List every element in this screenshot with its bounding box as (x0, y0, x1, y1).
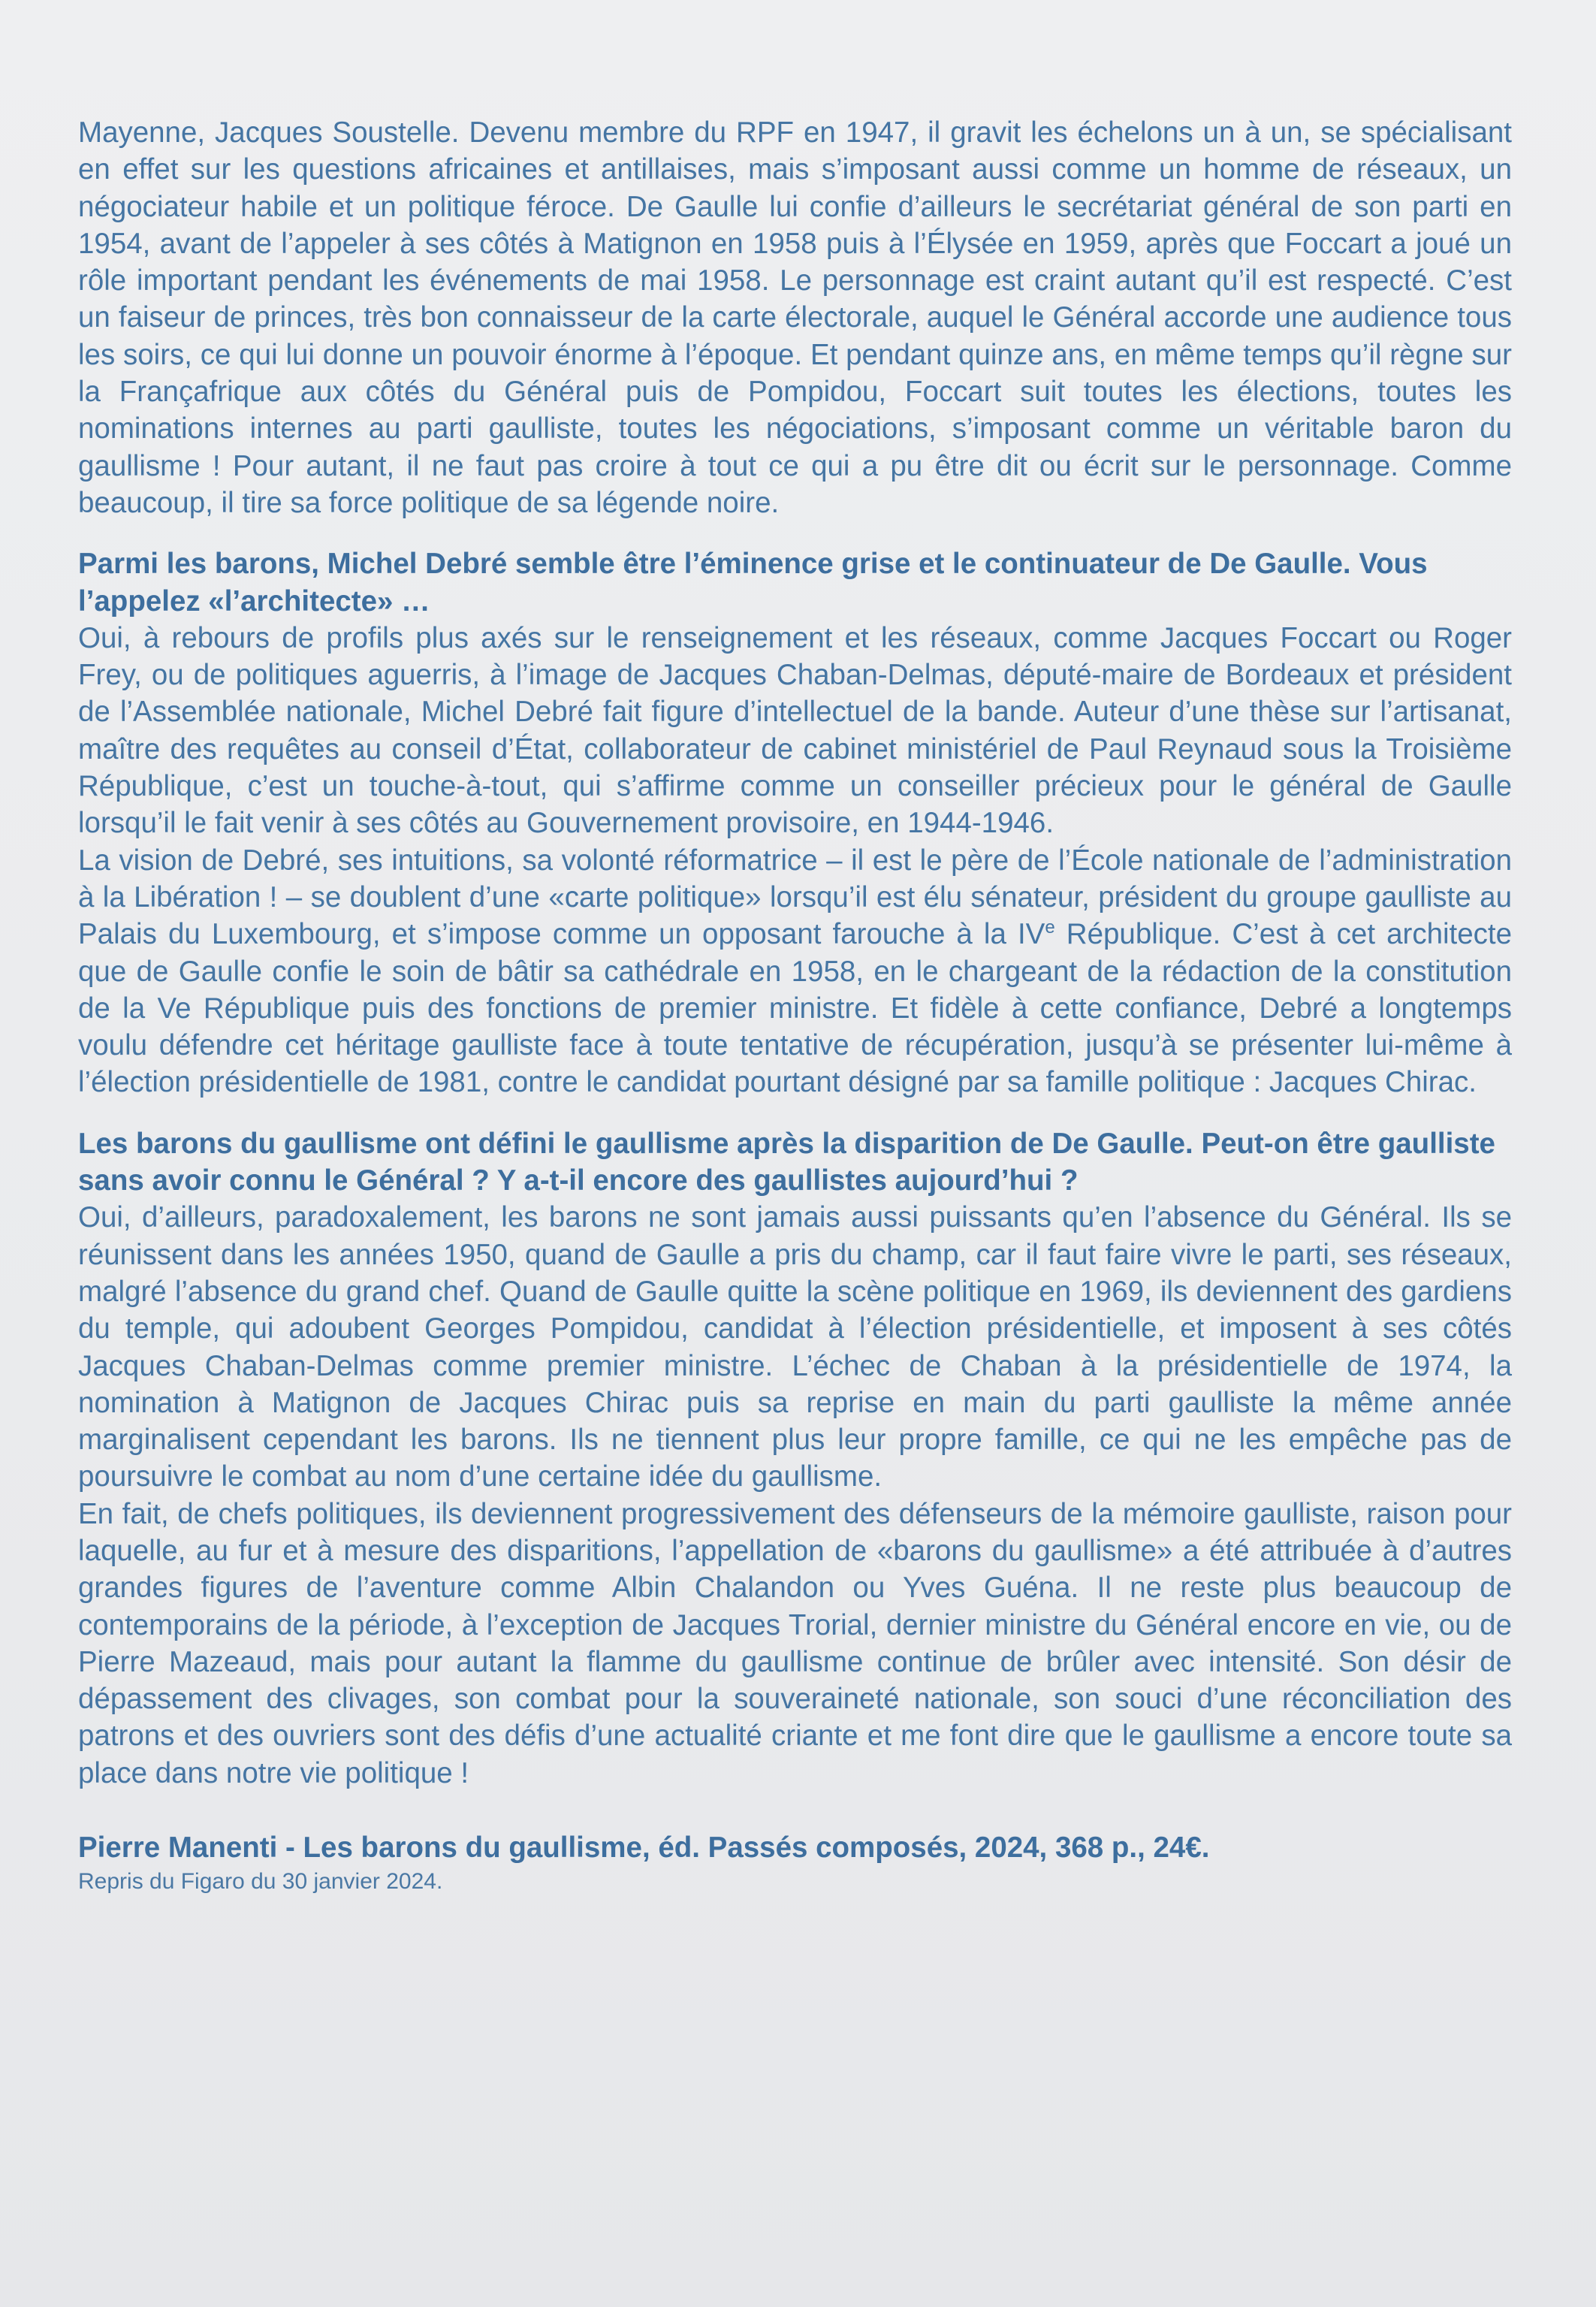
paragraph-foccart: Mayenne, Jacques Soustelle. Devenu membre du RPF en 1947, il gravit les échelons un à un, se spécialisant en effet sur les questions africaines et antillaises, mais s’imposant aussi comme un homme de réseaux, un négociateur habile et un politique féroce. De Gaulle lui confie d’ailleurs le secrétariat général de son parti en 1954, avant de l’appeler à ses côtés à Matignon en 1958 puis à l’Élysée en 1959, après que Foccart a joué un rôle important pendant les événements de mai 1958. Le personnage est craint autant qu’il est respecté. C’est un faiseur de princes, très bon connaisseur de la carte électorale, auquel le Général accorde une audience tous les soirs, ce qui lui donne un pouvoir énorme à l’époque. Et pendant quinze ans, en même temps qu’il règne sur la Françafrique aux côtés du Général puis de Pompidou, Foccart suit toutes les élections, toutes les nominations internes au parti gaulliste, toutes les négociations, s’imposant comme un véritable baron du gaullisme ! Pour autant, il ne faut pas croire à tout ce qui a pu être dit ou écrit sur le personnage. Comme beaucoup, il tire sa force politique de sa légende noire. (78, 116, 1512, 519)
paragraph-debre-vision-text-1: La vision de Debré, ses intuitions, sa volonté réformatrice – il est le père de l’École nationale de l’administration à la Libération ! – se doublent d’une «carte politique» lorsqu’il est élu sénateur, président du groupe gaulliste au Palais du Luxembourg, et s’impose comme un opposant farouche à la IV (78, 844, 1512, 951)
question-gaullisme-today: Les barons du gaullisme ont défini le gaullisme après la disparition de De Gaulle. Peut-on être gaulliste sans avoir connu le Général ? Y a-t-il encore des gaullistes aujourd’hui ? (78, 1127, 1495, 1197)
superscript-e: e (1045, 917, 1055, 938)
paragraph-debre-profile: Oui, à rebours de profils plus axés sur le renseignement et les réseaux, comme Jacques Foccart ou Roger Frey, ou de politiques aguerris, à l’image de Jacques Chaban-Delmas, député-maire de Bordeaux et président de l’Assemblée nationale, Michel Debré fait figure d’intellectuel de la bande. Auteur d’une thèse sur l’artisanat, maître des requêtes au conseil d’État, collaborateur de cabinet ministériel de Paul Reynaud sous la Troisième République, c’est un touche-à-tout, qui s’affirme comme un conseiller précieux pour le général de Gaulle lorsqu’il le fait venir à ses côtés au Gouvernement provisoire, en 1944-1946. (78, 621, 1512, 840)
question-debre: Parmi les barons, Michel Debré semble être l’éminence grise et le continuateur de De Gaulle. Vous l’appelez «l’architecte» … (78, 548, 1428, 618)
paragraph-barons-power: Oui, d’ailleurs, paradoxalement, les barons ne sont jamais aussi puissants qu’en l’absence du Général. Ils se réunissent dans les années 1950, quand de Gaulle a pris du champ, car il faut faire vivre le parti, ses réseaux, malgré l’absence du grand chef. Quand de Gaulle quitte la scène politique en 1969, ils deviennent des gardiens du temple, qui adoubent Georges Pompidou, candidat à l’élection présidentielle, et imposent à ses côtés Jacques Chaban-Delmas comme premier ministre. L’échec de Chaban à la présidentielle de 1974, la nomination à Matignon de Jacques Chirac puis sa reprise en main du parti gaulliste la même année marginalisent cependant les barons. Ils ne tiennent plus leur propre famille, ce qui ne les empêche pas de poursuivre le combat au nom d’une certaine idée du gaullisme. (78, 1201, 1512, 1493)
paragraph-debre-vision (78, 842, 1512, 1101)
paragraph-barons-memory: En fait, de chefs politiques, ils deviennent progressivement des défenseurs de la mémoire gaulliste, raison pour laquelle, au fur et à mesure des disparitions, l’appellation de «barons du gaullisme» a été attribuée à d’autres grandes figures de l’aventure comme Albin Chalandon ou Yves Guéna. Il ne reste plus beaucoup de contemporains de la période, à l’exception de Jacques Trorial, dernier ministre du Général encore en vie, ou de Pierre Mazeaud, mais pour autant la flamme du gaullisme continue de brûler avec intensité. Son désir de dépassement des clivages, son combat pour la souveraineté nationale, son souci d’une réconciliation des patrons et des ouvriers sont des défis d’une actualité criante et me font dire que le gaullisme a encore toute sa place dans notre vie politique ! (78, 1497, 1512, 1789)
book-credit: Pierre Manenti - Les barons du gaullisme, éd. Passés composés, 2024, 368 p., 24€. (78, 1831, 1210, 1865)
source-note: Repris du Figaro du 30 janvier 2024. (78, 1869, 443, 1895)
paragraph-debre-vision-text-2: République. C’est à cet architecte que de Gaulle confie le soin de bâtir sa cathédrale en 1958, en le chargeant de la rédaction de la constitution de la Ve République puis des fonctions de premier ministre. Et fidèle à cette confiance, Debré a longtemps voulu défendre cet héritage gaulliste face à toute tentative de récupération, jusqu’à se présenter lui-même à l’élection présidentielle de 1981, contre le candidat pourtant désigné par sa famille politique : Jacques Chirac. (78, 918, 1513, 1099)
